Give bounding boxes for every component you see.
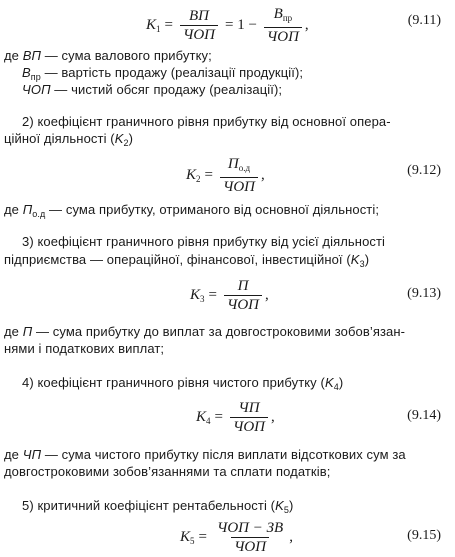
- item-sub: 2: [123, 138, 129, 148]
- eq-lhs-symbol: K: [190, 287, 201, 303]
- eq-lhs-sub: 4: [206, 416, 211, 426]
- item-symbol: K: [324, 375, 334, 390]
- def-prefix: де: [4, 324, 23, 339]
- item-symbol: K: [275, 498, 284, 513]
- numerator: [271, 6, 296, 27]
- definition-line: [22, 81, 282, 98]
- item-2-line-1: 2) коефіцієнт граничного рівня прибутку від основної опера-: [22, 114, 391, 129]
- item-sub: 5: [283, 505, 289, 515]
- equation-number: (9.13): [407, 286, 441, 301]
- definition-line: [4, 201, 379, 223]
- fraction: [214, 520, 286, 555]
- item-2-line-2: [4, 130, 133, 152]
- eq-lhs: [146, 17, 161, 34]
- eq-lhs-sub: 2: [196, 174, 201, 184]
- item-close: ): [338, 375, 344, 390]
- equation-9-12: [186, 156, 265, 195]
- item-close: ): [288, 498, 294, 513]
- denominator: ЧОП: [231, 537, 269, 555]
- equals-sign: =: [208, 287, 217, 303]
- equation-9-11: [146, 6, 309, 45]
- trailing-comma: ,: [289, 529, 293, 545]
- def-symbol: ЧОП: [22, 82, 51, 97]
- trailing-comma: ,: [270, 409, 275, 425]
- eq-lhs-symbol: K: [146, 17, 157, 33]
- numerator: ЧОП − ЗВ: [216, 520, 284, 536]
- numerator-symbol: П: [227, 156, 239, 172]
- equation-number: (9.12): [407, 163, 441, 178]
- equals-sign: =: [204, 167, 213, 183]
- item-text: підприємства — операційної, фінансової, інвестиційної (: [4, 252, 351, 267]
- equals-sign: =: [198, 529, 207, 545]
- denominator: ЧОП: [264, 27, 302, 45]
- item-symbol: K: [350, 252, 360, 267]
- numerator: ВП: [188, 8, 209, 24]
- item-3-line-2: [4, 251, 369, 273]
- def-symbol: П: [22, 324, 33, 339]
- equation-number: (9.15): [407, 528, 441, 543]
- fraction: [230, 400, 268, 435]
- item-close: ): [364, 252, 370, 267]
- numerator-sub: пр: [282, 13, 293, 23]
- item-symbol: K: [114, 131, 124, 146]
- def-symbol: П: [22, 202, 33, 217]
- item-sub: 4: [333, 382, 339, 392]
- fraction: [224, 278, 262, 313]
- item-text: ційної діяльності (: [4, 131, 115, 146]
- denominator: ЧОП: [180, 25, 218, 43]
- def-symbol: ВП: [22, 48, 42, 63]
- def-prefix: де: [4, 48, 23, 63]
- definition-line: [4, 47, 212, 64]
- equals-one-minus: = 1 −: [224, 17, 257, 33]
- equation-9-15: [180, 520, 293, 555]
- def-symbol: ЧП: [22, 447, 42, 462]
- def-text: — вартість продажу (реалізації продукції);: [40, 65, 304, 80]
- def-text: — сума прибутку, отриманого від основної діяльності;: [45, 202, 380, 217]
- numerator-sub: о.д: [238, 163, 251, 173]
- definition-line: [4, 323, 405, 340]
- def-symbol: В: [22, 65, 31, 80]
- def-text: — чистий обсяг продажу (реалізації);: [50, 82, 283, 97]
- denominator: ЧОП: [224, 295, 262, 313]
- equation-9-14: [196, 400, 275, 435]
- definition-line-2: довгостроковими зобов’язаннями та сплати податків;: [4, 464, 331, 479]
- equals-sign: =: [214, 409, 223, 425]
- def-text: — сума прибутку до виплат за довгостроковими зобов’язан-: [32, 324, 406, 339]
- numerator: П: [237, 278, 249, 294]
- item-sub: 3: [359, 259, 365, 269]
- equals-sign: =: [164, 17, 173, 33]
- denominator: ЧОП: [230, 417, 268, 435]
- equation-number: (9.11): [407, 13, 441, 28]
- fraction: [264, 6, 302, 45]
- def-text: — сума чистого прибутку після виплати відсоткових сум за: [41, 447, 406, 462]
- def-text: — сума валового прибутку;: [41, 48, 212, 63]
- trailing-comma: ,: [304, 17, 309, 33]
- def-sub: о.д: [32, 209, 46, 219]
- item-4-line: [22, 374, 343, 396]
- eq-lhs-symbol: K: [196, 409, 207, 425]
- equation-number: (9.14): [407, 408, 441, 423]
- trailing-comma: ,: [260, 167, 265, 183]
- fraction: [220, 156, 258, 195]
- item-close: ): [128, 131, 134, 146]
- denominator: ЧОП: [220, 177, 258, 195]
- eq-lhs-symbol: K: [180, 529, 191, 545]
- numerator: [225, 156, 253, 177]
- definition-line: [4, 446, 406, 463]
- eq-lhs-sub: 1: [156, 24, 161, 34]
- definition-line-2: нями і податкових виплат;: [4, 341, 165, 356]
- trailing-comma: ,: [264, 287, 269, 303]
- numerator-symbol: В: [273, 6, 283, 22]
- def-prefix: де: [4, 202, 23, 217]
- eq-lhs-symbol: K: [186, 167, 197, 183]
- def-prefix: де: [4, 447, 23, 462]
- equation-9-13: [190, 278, 269, 313]
- eq-lhs-sub: 5: [190, 536, 195, 546]
- fraction: [180, 8, 218, 43]
- item-text: 4) коефіцієнт граничного рівня чистого прибутку (: [22, 375, 325, 390]
- eq-lhs-sub: 3: [200, 294, 205, 304]
- item-3-line-1: 3) коефіцієнт граничного рівня прибутку від усієї діяльності: [22, 234, 386, 249]
- item-text: 5) критичний коефіцієнт рентабельності (: [22, 498, 276, 513]
- numerator: ЧП: [238, 400, 260, 416]
- def-sub: пр: [30, 72, 41, 82]
- item-5-line: [22, 497, 293, 519]
